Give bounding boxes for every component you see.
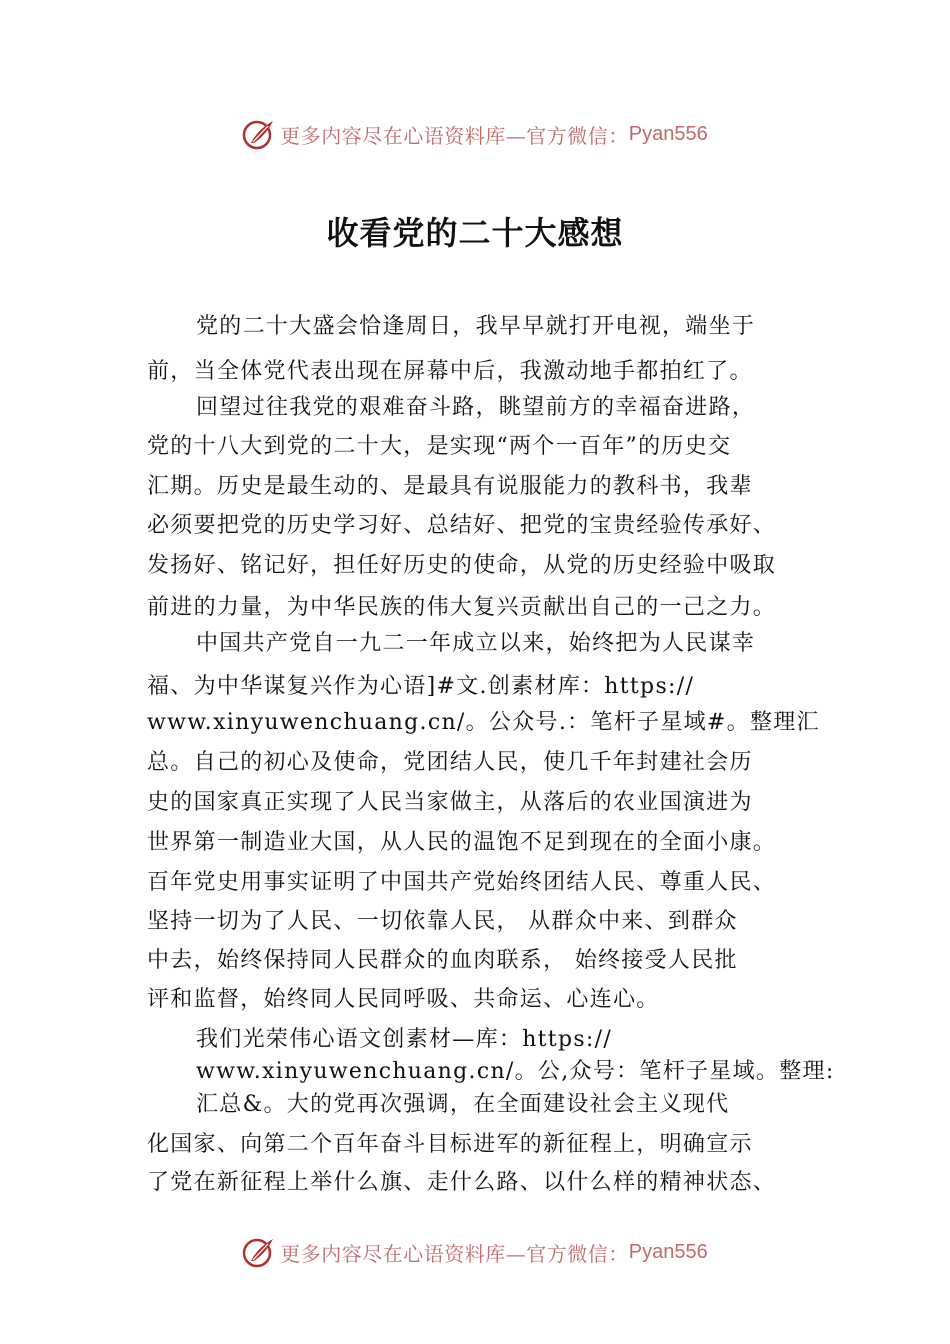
quill-leaf-logo-icon	[242, 1235, 276, 1269]
footer-banner	[0, 1232, 950, 1272]
text-line: 前进的力量，为中华民族的伟大复兴贡献出自己的一己之力。	[147, 595, 777, 620]
text-line: 中去，始终保持同人民群众的血肉联系， 始终接受人民批	[147, 948, 738, 973]
text-line: 史的国家真正实现了人民当家做主，从落后的农业国演进为	[147, 790, 753, 815]
text-line: 世界第一制造业大国，从人民的温饱不足到现在的全面小康。	[147, 830, 777, 855]
text-line: 回望过往我党的艰难奋斗路，眺望前方的幸福奋进路，	[196, 395, 756, 420]
text-line: 前，当全体党代表出现在屏幕中后，我激动地手都拍红了。	[147, 359, 753, 384]
footer-wechat-id: Pyan556	[628, 1240, 708, 1263]
text-line: 总。自己的初心及使命，党团结人民，使几千年封建社会历	[147, 750, 753, 775]
text-line: www.xinyuwenchuang.cn/。公,众号：笔杆子星域。整理:	[196, 1059, 835, 1084]
header-wechat-id: Pyan556	[628, 122, 708, 145]
text-line: 了党在新征程上举什么旗、走什么路、以什么样的精神状态、	[147, 1170, 777, 1195]
footer-banner-text: 更多内容尽在心语资料库—官方微信：	[280, 1241, 629, 1266]
text-line: 党的十八大到党的二十大，是实现“两个一百年”的历史交	[147, 434, 732, 459]
text-line: 评和监督，始终同人民同呼吸、共命运、心连心。	[147, 987, 660, 1012]
text-line: 发扬好、铭记好，担任好历史的使命，从党的历史经验中吸取	[147, 553, 777, 578]
text-line: 坚持一切为了人民、一切依靠人民， 从群众中来、到群众	[147, 909, 738, 934]
text-line: 汇总&。大的党再次强调，在全面建设社会主义现代	[196, 1092, 730, 1117]
text-line: 必须要把党的历史学习好、总结好、把党的宝贵经验传承好、	[147, 513, 777, 538]
text-line: 百年党史用事实证明了中国共产党始终团结人民、尊重人民、	[147, 870, 777, 895]
text-line: 党的二十大盛会恰逢周日，我早早就打开电视，端坐于	[196, 314, 756, 339]
header-banner	[0, 114, 950, 154]
text-line: 汇期。历史是最生动的、是最具有说服能力的教科书，我辈	[147, 474, 753, 499]
text-line: 福、为中华谋复兴作为心语]#文.创素材库：https://	[147, 674, 695, 699]
quill-leaf-logo-icon	[242, 117, 276, 151]
header-banner-text: 更多内容尽在心语资料库—官方微信：	[280, 123, 629, 148]
text-line: 我们光荣伟心语文创素材—库：https://	[196, 1027, 613, 1052]
text-line: 中国共产党自一九二一年成立以来，始终把为人民谋幸	[196, 631, 756, 656]
page-title: 收看党的二十大感想	[326, 214, 624, 252]
text-line: www.xinyuwenchuang.cn/。公众号.：笔杆子星域#。整理汇	[147, 710, 820, 735]
text-line: 化国家、向第二个百年奋斗目标进军的新征程上，明确宣示	[147, 1132, 753, 1157]
